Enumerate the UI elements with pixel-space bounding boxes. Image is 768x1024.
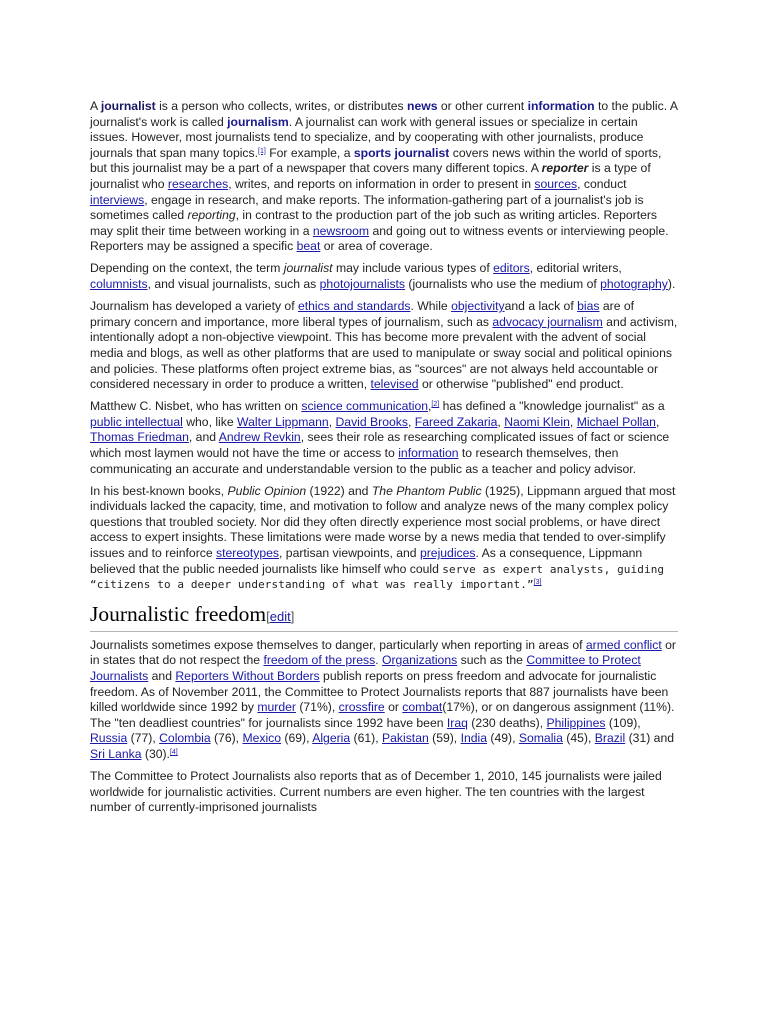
link-thomas-friedman[interactable]: Thomas Friedman bbox=[90, 430, 189, 445]
text: and bbox=[148, 669, 176, 683]
text: (71%), bbox=[295, 700, 339, 715]
link-algeria[interactable]: Algeria bbox=[312, 731, 351, 746]
term-journalist-italic: journalist bbox=[283, 261, 333, 276]
reference-3-link[interactable]: [3] bbox=[533, 579, 542, 587]
link-michael-pollan[interactable]: Michael Pollan bbox=[576, 414, 656, 429]
link-india[interactable]: India bbox=[460, 731, 488, 746]
text: For example, a bbox=[265, 145, 354, 160]
link-researches[interactable]: researches bbox=[167, 176, 229, 191]
text: (61), bbox=[350, 731, 382, 746]
text: In his best-known books, bbox=[90, 483, 228, 498]
link-pakistan[interactable]: Pakistan bbox=[382, 731, 429, 746]
link-advocacy-journalism[interactable]: advocacy journalism bbox=[492, 314, 603, 329]
text: who, like bbox=[182, 414, 238, 429]
text: are of primary concern and importance, more liberal types of journalism, such as bbox=[90, 299, 635, 329]
bracket-close: ] bbox=[290, 608, 295, 624]
paragraph-intro bbox=[90, 99, 678, 255]
link-somalia[interactable]: Somalia bbox=[518, 731, 563, 746]
link-philippines[interactable]: Philippines bbox=[546, 715, 606, 730]
link-murder[interactable]: murder bbox=[257, 700, 296, 715]
text: Matthew C. Nisbet, who has written on bbox=[90, 399, 302, 414]
text: (17%), or on dangerous assignment (11%). The "ten deadliest countries" for journalists since 1992 have been bbox=[90, 700, 675, 730]
text: (49), bbox=[487, 731, 519, 746]
text: , engage in research, and make reports. The information-gathering part of a journalist's job is sometimes called bbox=[90, 192, 644, 223]
text: . A journalist can work with general issues or specialize in certain issues. However, most journalists tend to specialize, and by cooperating with other journalists, produce journals that span many topics. bbox=[90, 114, 644, 160]
text: , and bbox=[188, 430, 219, 445]
edit-section bbox=[266, 609, 294, 624]
link-colombia[interactable]: Colombia bbox=[159, 731, 211, 746]
paragraph-lippmann bbox=[90, 484, 678, 593]
link-mexico[interactable]: Mexico bbox=[242, 731, 282, 746]
link-photojournalists[interactable]: photojournalists bbox=[319, 277, 406, 292]
text: (230 deaths), bbox=[467, 715, 547, 730]
reference-1-link[interactable]: [1] bbox=[258, 147, 266, 155]
text: (31) and bbox=[625, 731, 675, 746]
text: , bbox=[328, 414, 336, 429]
text: (77), bbox=[127, 731, 160, 746]
link-fareed-zakaria[interactable]: Fareed Zakaria bbox=[414, 414, 498, 429]
paragraph-types bbox=[90, 261, 678, 292]
text: ). bbox=[667, 277, 676, 292]
term-journalism: journalism bbox=[227, 114, 289, 129]
link-columnists[interactable]: columnists bbox=[90, 277, 148, 292]
text: Journalists sometimes expose themselves to danger, particularly when reporting in areas of bbox=[90, 637, 586, 652]
paragraph-imprisoned bbox=[90, 769, 678, 816]
link-stereotypes[interactable]: stereotypes bbox=[216, 546, 280, 561]
link-sri-lanka[interactable]: Sri Lanka bbox=[90, 746, 142, 761]
link-ethics-and-standards[interactable]: ethics and standards bbox=[297, 299, 411, 314]
text: The Committee to Protect Journalists also reports that as of December 1, 2010, 145 journalists were jailed worldwide for journalistic activities. Current numbers are even higher. The ten countries with the largest number of currently-imprisoned journalists bbox=[90, 769, 662, 815]
section-heading bbox=[90, 601, 678, 632]
text: (109), bbox=[605, 715, 641, 730]
term-reporter bbox=[542, 161, 589, 175]
link-beat[interactable]: beat bbox=[296, 239, 321, 254]
text: such as the bbox=[457, 653, 527, 668]
text: or other current bbox=[437, 99, 528, 113]
link-crossfire[interactable]: crossfire bbox=[338, 700, 385, 715]
text: . As a consequence, Lippmann believed that the public needed journalists like himself who could bbox=[90, 546, 643, 576]
text: , and visual journalists, such as bbox=[147, 277, 320, 292]
text: (69), bbox=[281, 731, 313, 746]
text: to research themselves, then communicating an accurate and understandable version to the public as a teacher and policy advisor. bbox=[90, 445, 637, 476]
text: (45), bbox=[562, 731, 595, 746]
reference-2-link[interactable]: [2] bbox=[431, 401, 440, 409]
link-information[interactable]: information bbox=[398, 445, 459, 460]
text: . bbox=[375, 653, 383, 668]
edit-section-link[interactable]: edit bbox=[269, 608, 291, 624]
link-objectivity[interactable]: objectivity bbox=[451, 299, 505, 314]
link-interviews[interactable]: interviews bbox=[90, 192, 145, 207]
text: , bbox=[655, 414, 660, 429]
text: A bbox=[90, 99, 101, 113]
text: , bbox=[569, 414, 577, 429]
text: , sees their role as researching complicated issues of fact or science which most laymen would not have the time or access to bbox=[90, 430, 670, 460]
link-david-brooks[interactable]: David Brooks bbox=[335, 414, 408, 429]
text: (1922) and bbox=[306, 483, 372, 498]
book-title-phantom-public: The Phantom Public bbox=[371, 483, 482, 498]
link-armed-conflict[interactable]: armed conflict bbox=[585, 637, 662, 652]
quoted-text: serve as expert analysts, guiding “citizens to a deeper understanding of what was really important.” bbox=[90, 562, 665, 592]
text: to the public. A journalist's work is called bbox=[90, 99, 678, 129]
link-prejudices[interactable]: prejudices bbox=[419, 546, 476, 561]
text: Journalism has developed a variety of bbox=[90, 299, 298, 314]
text: . While bbox=[410, 299, 452, 314]
text: (76), bbox=[210, 731, 243, 746]
link-photography[interactable]: photography bbox=[600, 277, 668, 292]
link-bias[interactable]: bias bbox=[577, 299, 600, 314]
text: is a person who collects, writes, or distributes bbox=[155, 99, 407, 113]
paragraph-danger bbox=[90, 638, 678, 763]
link-sources[interactable]: sources bbox=[534, 176, 578, 191]
text: or in states that do not respect the bbox=[90, 637, 676, 668]
link-organizations[interactable]: Organizations bbox=[382, 653, 458, 668]
term-journalist: journalist bbox=[100, 99, 156, 113]
link-iraq[interactable]: Iraq bbox=[446, 715, 468, 730]
text: , conduct bbox=[577, 176, 627, 191]
link-newsroom[interactable]: newsroom bbox=[312, 223, 370, 238]
link-editors[interactable]: editors bbox=[493, 261, 530, 276]
link-televised[interactable]: televised bbox=[370, 377, 419, 392]
link-freedom-of-the-press[interactable]: freedom of the press bbox=[263, 653, 376, 668]
term-news: news bbox=[407, 99, 438, 113]
text: (30). bbox=[141, 746, 170, 761]
text: or bbox=[384, 700, 403, 715]
book-title-public-opinion: Public Opinion bbox=[227, 483, 307, 498]
link-russia[interactable]: Russia bbox=[90, 731, 128, 746]
link-brazil[interactable]: Brazil bbox=[594, 731, 626, 746]
link-naomi-klein[interactable]: Naomi Klein bbox=[504, 414, 570, 429]
text: and activism, intentionally adopt a non-objective viewpoint. This has become more prevalent with the advent of social media and blogs, as well as other platforms that are used to manipulate or sway social and political opinions and policies. These platforms often project extreme bias, as "sources" are not always held accountable or considered necessary in order to produce a written, bbox=[90, 314, 678, 392]
text: , bbox=[407, 414, 415, 429]
text: or area of coverage. bbox=[320, 239, 433, 254]
text: publish reports on press freedom and advocate for journalistic freedom. As of November 2011, the Committee to Protect Journalists reports that 887 journalists have been killed worldwide since 1992 by bbox=[90, 669, 669, 715]
link-combat[interactable]: combat bbox=[402, 700, 443, 715]
paragraph-knowledge-journalist bbox=[90, 399, 678, 477]
text: , editorial writers, bbox=[529, 261, 622, 276]
text: (1925), Lippmann argued that most individuals lacked the capacity, time, and motivation to follow and analyze news of the many complex policy questions that troubled society. Nor did they often directly experience most social problems, or have direct access to expert insights. These limitations were made worse by a news media that tended to over-simplify issues and to reinforce bbox=[90, 483, 676, 561]
text: , writes, and reports on information in order to present in bbox=[228, 176, 535, 191]
link-science-communication[interactable]: science communication bbox=[301, 399, 429, 414]
term-reporting: reporting bbox=[187, 208, 236, 223]
text: Depending on the context, the term bbox=[90, 261, 284, 276]
text: has defined a "knowledge journalist" as a bbox=[439, 399, 665, 414]
text: , in contrast to the production part of the job such as writing articles. Reporters may split their time between working in a bbox=[90, 208, 658, 238]
paragraph-ethics bbox=[90, 299, 678, 393]
text: , partisan viewpoints, and bbox=[279, 546, 420, 561]
text: (journalists who use the medium of bbox=[405, 277, 601, 292]
link-reporters-without-borders[interactable]: Reporters Without Borders bbox=[175, 669, 320, 683]
term-reporter-text: reporter bbox=[541, 161, 589, 176]
link-andrew-revkin[interactable]: Andrew Revkin bbox=[218, 430, 301, 445]
reference-4-link[interactable]: [4] bbox=[169, 748, 178, 756]
term-sports-journalist: sports journalist bbox=[353, 145, 450, 160]
text: (59), bbox=[428, 731, 461, 746]
bracket-open: [ bbox=[266, 608, 270, 624]
text: and going out to witness events or interviewing people. Reporters may be assigned a specific bbox=[90, 223, 669, 254]
link-committee-to-protect-journalists[interactable]: Committee to Protect Journalists bbox=[90, 653, 641, 683]
term-information: information bbox=[527, 99, 595, 113]
text: and a lack of bbox=[504, 299, 578, 314]
text: covers news within the world of sports, but this journalist may be a part of a newspaper that covers many different topics. A bbox=[90, 145, 662, 176]
text: may include various types of bbox=[332, 261, 494, 276]
text: , bbox=[497, 414, 505, 429]
text: or otherwise "published" end product. bbox=[418, 377, 624, 392]
section-title: Journalistic freedom bbox=[90, 601, 267, 626]
link-walter-lippmann[interactable]: Walter Lippmann bbox=[237, 414, 329, 429]
text: , bbox=[428, 399, 432, 414]
link-public-intellectual[interactable]: public intellectual bbox=[90, 414, 183, 429]
text: is a type of journalist who bbox=[90, 161, 651, 191]
